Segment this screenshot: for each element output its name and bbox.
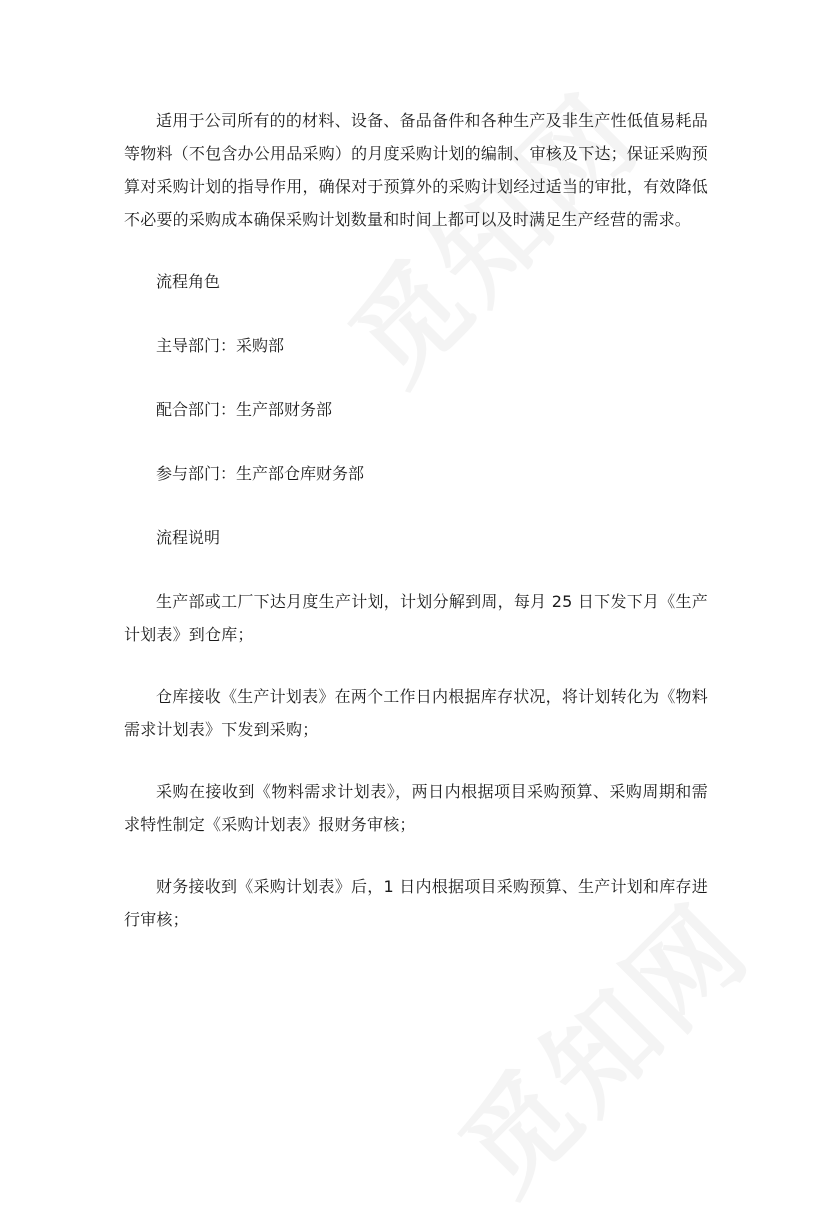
lead-department: 主导部门：采购部 (156, 336, 285, 355)
paragraph-scope: 适用于公司所有的的材料、设备、备品备件和各种生产及非生产性低值易耗品等物料（不包含办公用品采购）的月度采购计划的编制、审核及下达；保证采购预算对采购计划的指导作用，确保对于预算外的采购计划经过适当的审批，有效降低不必要的采购成本确保采购计划数量和时间上都可以及时满足生产经营的需求。 (124, 111, 708, 229)
paragraph-warehouse: 仓库接收《生产计划表》在两个工作日内根据库存状况，将计划转化为《物料需求计划表》下发到采购； (124, 687, 708, 739)
document-body (124, 104, 708, 965)
cooperating-department: 配合部门：生产部财务部 (156, 400, 333, 419)
paragraph-finance: 财务接收到《采购计划表》后，1 日内根据项目采购预算、生产计划和库存进行审核； (124, 877, 708, 929)
paragraph-purchasing: 采购在接收到《物料需求计划表》，两日内根据项目采购预算、采购周期和需求特性制定《采购计划表》报财务审核； (124, 782, 708, 834)
paragraph-production-plan: 生产部或工厂下达月度生产计划，计划分解到周，每月 25 日下发下月《生产计划表》到仓库； (124, 592, 708, 644)
participating-department: 参与部门：生产部仓库财务部 (156, 464, 365, 483)
heading-process-roles: 流程角色 (156, 272, 221, 291)
heading-process-description: 流程说明 (156, 528, 221, 547)
